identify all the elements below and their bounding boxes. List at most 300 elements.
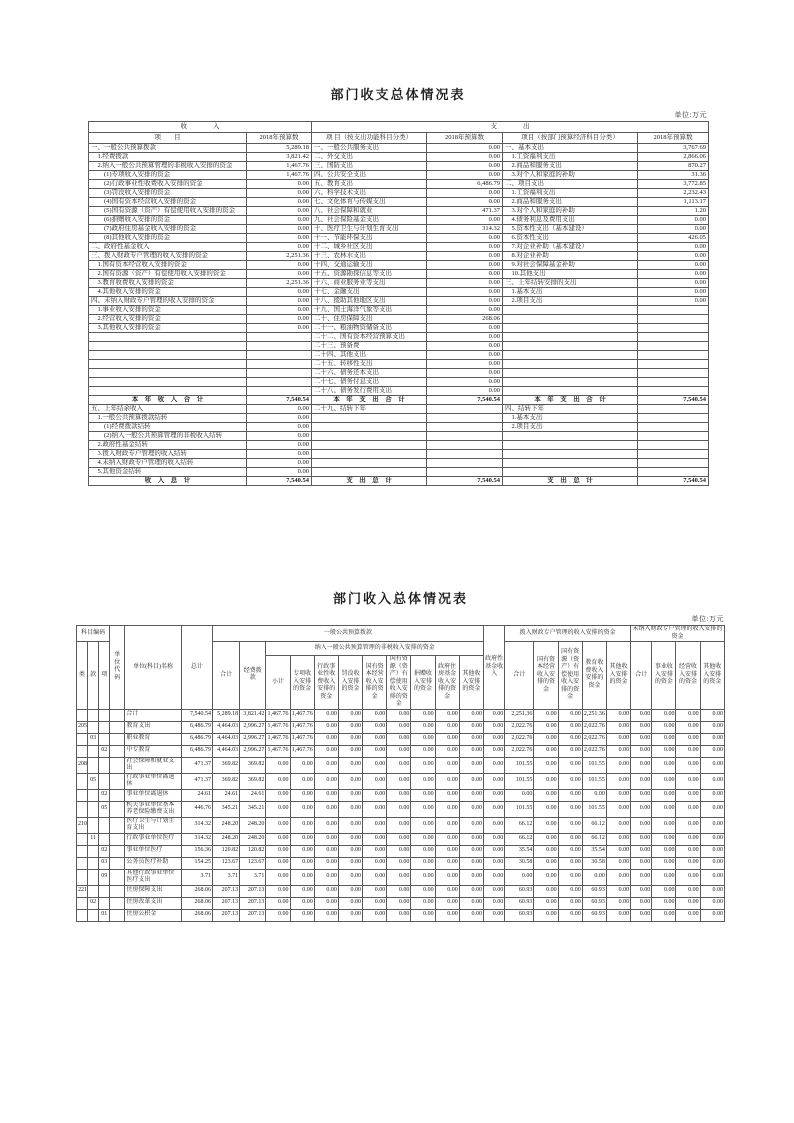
nontax-sub-other: 其他收入安排的资金 xyxy=(459,656,483,710)
nontax-sub-admin-fee: 行政事业性收费收入安排的资金 xyxy=(314,656,338,710)
amount-cell: 0.00 xyxy=(459,709,483,721)
row-label xyxy=(503,459,638,468)
amount-cell: 0.00 xyxy=(247,243,312,252)
amount-cell: 2,251.36 xyxy=(247,252,312,261)
amount-cell: 0.00 xyxy=(459,833,483,845)
amount-cell: 0.00 xyxy=(427,342,503,351)
amount-cell: 0.00 xyxy=(484,789,505,801)
row-label: 2.纳入一般公共预算管理的非税收入安排的资金 xyxy=(89,162,247,171)
amount-cell: 0.00 xyxy=(427,234,503,243)
amount-cell: 0.00 xyxy=(676,721,700,733)
table2-row xyxy=(77,709,725,721)
amount-cell: 6,486.79 xyxy=(181,745,212,757)
amount-cell: 0.00 xyxy=(558,709,582,721)
amount-cell: 0.00 xyxy=(247,297,312,306)
gov-fund-header: 政府性基金收入 xyxy=(484,626,505,710)
subject-code-cell xyxy=(88,869,99,885)
amount-cell: 0.00 xyxy=(435,733,459,745)
subject-code-cell xyxy=(77,857,88,869)
amount-cell: 0.00 xyxy=(700,757,724,773)
amount-cell: 0.00 xyxy=(700,721,724,733)
table2-row xyxy=(77,885,725,897)
amount-cell: 2,022.76 xyxy=(505,745,534,757)
row-label: 一、一般公共预算拨款 xyxy=(89,144,247,153)
amount-cell: 0.00 xyxy=(459,773,483,789)
amount-cell: 3,767.69 xyxy=(638,144,709,153)
amount-cell: 0.00 xyxy=(314,857,338,869)
amount-cell: 3,821.42 xyxy=(247,153,312,162)
amount-cell xyxy=(247,342,312,351)
amount-cell: 6,486.79 xyxy=(427,180,503,189)
amount-cell: 0.00 xyxy=(338,801,362,817)
subject-code-cell xyxy=(99,757,110,773)
row-label: 1.工资福利支出 xyxy=(503,153,638,162)
amount-cell: 0.00 xyxy=(247,405,312,414)
subject-code-cell: 03 xyxy=(99,857,110,869)
amount-cell: 66.12 xyxy=(582,833,606,845)
amount-cell: 0.00 xyxy=(363,709,387,721)
nontax-sub-subtotal: 小计 xyxy=(266,656,290,710)
row-label xyxy=(503,432,638,441)
table1-row xyxy=(89,360,709,369)
amount-cell: 66.12 xyxy=(505,817,534,833)
amount-cell: 0.00 xyxy=(363,885,387,897)
unit-code-header: 单位代码 xyxy=(110,626,125,710)
amount-cell: 0.00 xyxy=(290,857,314,869)
amount-cell: 0.00 xyxy=(606,857,630,869)
amount-cell: 0.00 xyxy=(459,757,483,773)
subject-code-cell xyxy=(99,833,110,845)
fiscal-sub-state-resource: 国有资源（资产）有偿使用收入安排的资金 xyxy=(558,642,582,710)
amount-cell: 0.00 xyxy=(558,733,582,745)
amount-cell: 2,022.76 xyxy=(505,721,534,733)
amount-cell: 0.00 xyxy=(338,721,362,733)
amount-cell: 0.00 xyxy=(700,897,724,909)
row-label: 2.商品和服务支出 xyxy=(503,198,638,207)
table1-unit-note: 单位:万元 xyxy=(674,111,707,119)
table1-row xyxy=(89,288,709,297)
amount-cell: 0.00 xyxy=(534,789,558,801)
amount-cell: 0.00 xyxy=(363,897,387,909)
row-label: (1)经费拨款结转 xyxy=(89,423,247,432)
amount-cell: 101.55 xyxy=(505,773,534,789)
amount-cell xyxy=(427,468,503,477)
amount-cell: 0.00 xyxy=(427,144,503,153)
subject-code-cell xyxy=(88,721,99,733)
amount-cell: 0.00 xyxy=(676,733,700,745)
amount-cell: 0.00 xyxy=(338,789,362,801)
row-label: 4.债务利息及费用支出 xyxy=(503,216,638,225)
subject-code-cell: 02 xyxy=(99,845,110,857)
amount-cell: 7,540.54 xyxy=(247,477,312,486)
amount-cell: 0.00 xyxy=(558,757,582,773)
col-header-item-function: 项 目（按支出功能科目分类） xyxy=(312,133,427,144)
amount-cell: 0.00 xyxy=(459,845,483,857)
row-label xyxy=(312,432,427,441)
amount-cell: 207.13 xyxy=(212,897,239,909)
subject-code-cell xyxy=(110,869,125,885)
row-label: (6)捐赠收入安排的资金 xyxy=(89,216,247,225)
row-label: 6.资本性支出 xyxy=(503,234,638,243)
amount-cell: 0.00 xyxy=(314,757,338,773)
amount-cell: 0.00 xyxy=(484,709,505,721)
row-label xyxy=(89,387,247,396)
amount-cell: 30.58 xyxy=(582,857,606,869)
amount-cell: 60.93 xyxy=(505,885,534,897)
amount-cell: 0.00 xyxy=(484,833,505,845)
col-header-budget: 2018年预算数 xyxy=(247,133,312,144)
amount-cell: 0.00 xyxy=(338,845,362,857)
subject-code-cell: 221 xyxy=(77,885,88,897)
row-label: (5)国有资源（资产）有偿使用收入安排的资金 xyxy=(89,207,247,216)
row-label: 3.对个人和家庭的补助 xyxy=(503,171,638,180)
amount-cell: 1,113.17 xyxy=(638,198,709,207)
row-label: 1.工资福利支出 xyxy=(503,189,638,198)
row-label xyxy=(312,414,427,423)
amount-cell: 0.00 xyxy=(387,857,411,869)
amount-cell: 0.00 xyxy=(459,885,483,897)
amount-cell: 0.00 xyxy=(558,773,582,789)
subject-code-cell xyxy=(110,857,125,869)
amount-cell: 2,866.06 xyxy=(638,153,709,162)
row-label xyxy=(312,468,427,477)
amount-cell: 369.82 xyxy=(212,757,239,773)
amount-cell: 3,821.42 xyxy=(240,709,266,721)
amount-cell: 0.00 xyxy=(652,857,676,869)
table2-row xyxy=(77,757,725,773)
amount-cell: 0.00 xyxy=(652,721,676,733)
amount-cell: 369.82 xyxy=(240,773,266,789)
subject-code-cell: 205 xyxy=(77,721,88,733)
col-header-item-economic: 项目（按部门预算经济科目分类） xyxy=(503,133,638,144)
fiscal-sub-state-capital: 国有资本经营收入安排的资金 xyxy=(534,642,558,710)
amount-cell: 0.00 xyxy=(606,801,630,817)
table1-row xyxy=(89,351,709,360)
amount-cell: 0.00 xyxy=(338,909,362,921)
row-label xyxy=(503,306,638,315)
subject-code-cell xyxy=(88,909,99,921)
subject-code-cell xyxy=(110,789,125,801)
amount-cell: 0.00 xyxy=(652,817,676,833)
amount-cell: 0.00 xyxy=(247,207,312,216)
amount-cell: 0.00 xyxy=(411,885,435,897)
amount-cell: 0.00 xyxy=(558,833,582,845)
amount-cell: 0.00 xyxy=(387,721,411,733)
row-label: 3.拨入财政专户管理的收入结转 xyxy=(89,450,247,459)
amount-cell: 0.00 xyxy=(338,773,362,789)
amount-cell: 0.00 xyxy=(534,857,558,869)
amount-cell: 2,996.27 xyxy=(240,733,266,745)
amount-cell xyxy=(638,342,709,351)
amount-cell: 0.00 xyxy=(582,789,606,801)
amount-cell: 0.00 xyxy=(534,733,558,745)
amount-cell: 0.00 xyxy=(558,897,582,909)
amount-cell xyxy=(427,405,503,414)
row-label xyxy=(503,369,638,378)
amount-cell: 0.00 xyxy=(247,234,312,243)
amount-cell: 7,540.54 xyxy=(427,396,503,405)
amount-cell: 0.00 xyxy=(338,897,362,909)
row-label: 一、一般公共服务支出 xyxy=(312,144,427,153)
amount-cell xyxy=(638,432,709,441)
subject-name-cell: 医疗卫生与计划生育支出 xyxy=(125,817,181,833)
row-label: 九、社会保险基金支出 xyxy=(312,216,427,225)
amount-cell: 0.00 xyxy=(427,297,503,306)
amount-cell: 1.20 xyxy=(638,207,709,216)
amount-cell: 0.00 xyxy=(700,745,724,757)
amount-cell: 0.00 xyxy=(247,180,312,189)
amount-cell: 0.00 xyxy=(435,745,459,757)
amount-cell: 0.00 xyxy=(290,757,314,773)
row-label xyxy=(503,387,638,396)
amount-cell: 0.00 xyxy=(676,757,700,773)
amount-cell: 0.00 xyxy=(427,360,503,369)
amount-cell: 0.00 xyxy=(534,709,558,721)
subject-name-cell: 事业单位医疗 xyxy=(125,845,181,857)
row-label: 四、公共安全支出 xyxy=(312,171,427,180)
amount-cell: 0.00 xyxy=(700,885,724,897)
amount-cell: 207.13 xyxy=(212,885,239,897)
amount-cell: 248.20 xyxy=(240,817,266,833)
subject-name-cell: 其他行政事业单位医疗支出 xyxy=(125,869,181,885)
row-label: 二十六、债务还本支出 xyxy=(312,369,427,378)
row-label: 支 出 总 计 xyxy=(312,477,427,486)
amount-cell: 101.55 xyxy=(582,801,606,817)
row-label xyxy=(89,333,247,342)
subject-code-cell xyxy=(110,709,125,721)
amount-cell: 0.00 xyxy=(606,909,630,921)
subject-code-cell xyxy=(99,773,110,789)
amount-cell: 0.00 xyxy=(700,845,724,857)
col-header-item: 项 目 xyxy=(89,133,247,144)
subject-code-cell xyxy=(88,845,99,857)
table1-row xyxy=(89,198,709,207)
amount-cell: 0.00 xyxy=(534,757,558,773)
row-label: 十一、节能环保支出 xyxy=(312,234,427,243)
amount-cell: 0.00 xyxy=(247,324,312,333)
subject-code-cell xyxy=(77,869,88,885)
row-label: 二十五、转移性支出 xyxy=(312,360,427,369)
subject-code-cell xyxy=(110,909,125,921)
table1-row xyxy=(89,144,709,153)
amount-cell: 0.00 xyxy=(247,432,312,441)
grand-total-header: 总计 xyxy=(181,626,212,710)
amount-cell: 0.00 xyxy=(631,773,652,789)
row-label: 9.对社会保障基金补助 xyxy=(503,261,638,270)
table1-row xyxy=(89,441,709,450)
amount-cell: 0.00 xyxy=(652,709,676,721)
subject-code-cell xyxy=(77,709,88,721)
subject-code-cell xyxy=(88,801,99,817)
amount-cell: 314.32 xyxy=(427,225,503,234)
amount-cell: 0.00 xyxy=(387,833,411,845)
amount-cell: 0.00 xyxy=(290,801,314,817)
row-label xyxy=(89,351,247,360)
amount-cell: 0.00 xyxy=(427,162,503,171)
row-label: 2.政府性基金结转 xyxy=(89,441,247,450)
amount-cell: 0.00 xyxy=(363,909,387,921)
amount-cell: 0.00 xyxy=(435,817,459,833)
amount-cell: 0.00 xyxy=(558,857,582,869)
amount-cell: 0.00 xyxy=(638,216,709,225)
amount-cell xyxy=(638,414,709,423)
amount-cell: 0.00 xyxy=(427,279,503,288)
amount-cell: 0.00 xyxy=(638,288,709,297)
amount-cell: 0.00 xyxy=(558,789,582,801)
amount-cell: 0.00 xyxy=(290,833,314,845)
amount-cell: 0.00 xyxy=(534,845,558,857)
amount-cell: 0.00 xyxy=(676,869,700,885)
table2-row xyxy=(77,773,725,789)
subject-name-cell: 机关事业单位基本养老保险缴费支出 xyxy=(125,801,181,817)
amount-cell: 0.00 xyxy=(606,721,630,733)
subject-code-cell xyxy=(110,817,125,833)
row-label: 二十四、其他支出 xyxy=(312,351,427,360)
row-label: 十五、资源勘探信息等支出 xyxy=(312,270,427,279)
amount-cell: 154.25 xyxy=(181,857,212,869)
amount-cell: 0.00 xyxy=(411,857,435,869)
subject-code-cell xyxy=(110,773,125,789)
amount-cell: 2,232.43 xyxy=(638,189,709,198)
row-label xyxy=(503,360,638,369)
subject-code-cell: 11 xyxy=(88,833,99,845)
amount-cell: 0.00 xyxy=(459,857,483,869)
amount-cell: 0.00 xyxy=(558,745,582,757)
amount-cell: 3,772.85 xyxy=(638,180,709,189)
table1-row xyxy=(89,270,709,279)
amount-cell: 0.00 xyxy=(290,773,314,789)
row-label: 二、政府性基金收入 xyxy=(89,243,247,252)
amount-cell xyxy=(638,405,709,414)
amount-cell: 0.00 xyxy=(459,897,483,909)
amount-cell: 2,022.76 xyxy=(505,733,534,745)
amount-cell: 0.00 xyxy=(676,709,700,721)
amount-cell: 0.00 xyxy=(247,288,312,297)
amount-cell: 0.00 xyxy=(338,709,362,721)
row-label: 六、科学技术支出 xyxy=(312,189,427,198)
amount-cell: 0.00 xyxy=(676,857,700,869)
amount-cell xyxy=(638,441,709,450)
subject-code-cell: 02 xyxy=(88,897,99,909)
amount-cell: 0.00 xyxy=(435,857,459,869)
amount-cell: 0.00 xyxy=(638,243,709,252)
amount-cell: 66.12 xyxy=(505,833,534,845)
row-label: 收 入 总 计 xyxy=(89,477,247,486)
amount-cell: 0.00 xyxy=(558,909,582,921)
subject-name-cell: 住房保障支出 xyxy=(125,885,181,897)
table1-row xyxy=(89,189,709,198)
row-label: 1.基本支出 xyxy=(503,414,638,423)
subject-code-cell: 05 xyxy=(99,801,110,817)
amount-cell: 0.00 xyxy=(700,733,724,745)
amount-cell: 0.00 xyxy=(606,773,630,789)
row-label: 四、未纳入财政专户管理的收入安排的资金 xyxy=(89,297,247,306)
amount-cell xyxy=(638,423,709,432)
amount-cell xyxy=(638,306,709,315)
amount-cell: 0.00 xyxy=(435,709,459,721)
amount-cell: 0.00 xyxy=(290,817,314,833)
amount-cell: 0.00 xyxy=(314,817,338,833)
amount-cell: 5,289.18 xyxy=(212,709,239,721)
amount-cell: 0.00 xyxy=(606,733,630,745)
row-label xyxy=(503,378,638,387)
row-label xyxy=(503,351,638,360)
amount-cell: 3.71 xyxy=(212,869,239,885)
col-header-budget: 2018年预算数 xyxy=(427,133,503,144)
subject-code-cell xyxy=(110,733,125,745)
amount-cell: 0.00 xyxy=(638,297,709,306)
row-label: 2.经营收入安排的资金 xyxy=(89,315,247,324)
amount-cell: 60.93 xyxy=(505,909,534,921)
subject-code-cell xyxy=(88,885,99,897)
table1-row xyxy=(89,396,709,405)
amount-cell: 0.00 xyxy=(700,709,724,721)
amount-cell: 369.82 xyxy=(212,773,239,789)
table1-row xyxy=(89,243,709,252)
nontax-sub-penalty: 罚没收入安排的资金 xyxy=(338,656,362,710)
amount-cell xyxy=(638,459,709,468)
amount-cell: 0.00 xyxy=(435,885,459,897)
amount-cell: 2,251.36 xyxy=(247,279,312,288)
row-label: 10.其他支出 xyxy=(503,270,638,279)
amount-cell: 207.13 xyxy=(240,885,266,897)
amount-cell: 0.00 xyxy=(676,845,700,857)
row-label: 十二、城乡社区支出 xyxy=(312,243,427,252)
amount-cell: 0.00 xyxy=(631,869,652,885)
subject-code-header: 科目编码 xyxy=(77,626,110,642)
amount-cell: 0.00 xyxy=(363,733,387,745)
amount-cell: 0.00 xyxy=(266,885,290,897)
amount-cell: 0.00 xyxy=(363,845,387,857)
amount-cell: 0.00 xyxy=(427,378,503,387)
table1-row xyxy=(89,432,709,441)
amount-cell: 0.00 xyxy=(631,709,652,721)
amount-cell: 31.36 xyxy=(638,171,709,180)
amount-cell: 30.58 xyxy=(505,857,534,869)
amount-cell: 0.00 xyxy=(558,801,582,817)
row-label: 三、国防支出 xyxy=(312,162,427,171)
subject-code-cell xyxy=(77,733,88,745)
row-label xyxy=(89,360,247,369)
amount-cell: 0.00 xyxy=(411,817,435,833)
nonfiscal-sub-business: 事业收入安排的资金 xyxy=(652,642,676,710)
amount-cell: 0.00 xyxy=(247,423,312,432)
row-label: 五、教育支出 xyxy=(312,180,427,189)
amount-cell: 7,540.54 xyxy=(427,477,503,486)
row-label xyxy=(312,423,427,432)
amount-cell: 207.13 xyxy=(240,897,266,909)
amount-cell: 0.00 xyxy=(631,801,652,817)
amount-cell: 0.00 xyxy=(363,757,387,773)
amount-cell: 0.00 xyxy=(652,733,676,745)
row-label: 二十二、国有资本经营预算支出 xyxy=(312,333,427,342)
amount-cell: 870.27 xyxy=(638,162,709,171)
row-label: 本 年 支 出 合 计 xyxy=(312,396,427,405)
amount-cell: 0.00 xyxy=(435,721,459,733)
row-label: 十三、农林水支出 xyxy=(312,252,427,261)
subject-code-cell xyxy=(77,833,88,845)
amount-cell: 0.00 xyxy=(411,897,435,909)
amount-cell xyxy=(247,333,312,342)
amount-cell xyxy=(638,324,709,333)
table1-row xyxy=(89,297,709,306)
amount-cell: 0.00 xyxy=(631,857,652,869)
subject-code-cell xyxy=(77,801,88,817)
row-label: 十、医疗卫生与计划生育支出 xyxy=(312,225,427,234)
subject-code-cell xyxy=(110,885,125,897)
amount-cell: 0.00 xyxy=(505,869,534,885)
subject-code-cell: 01 xyxy=(99,909,110,921)
